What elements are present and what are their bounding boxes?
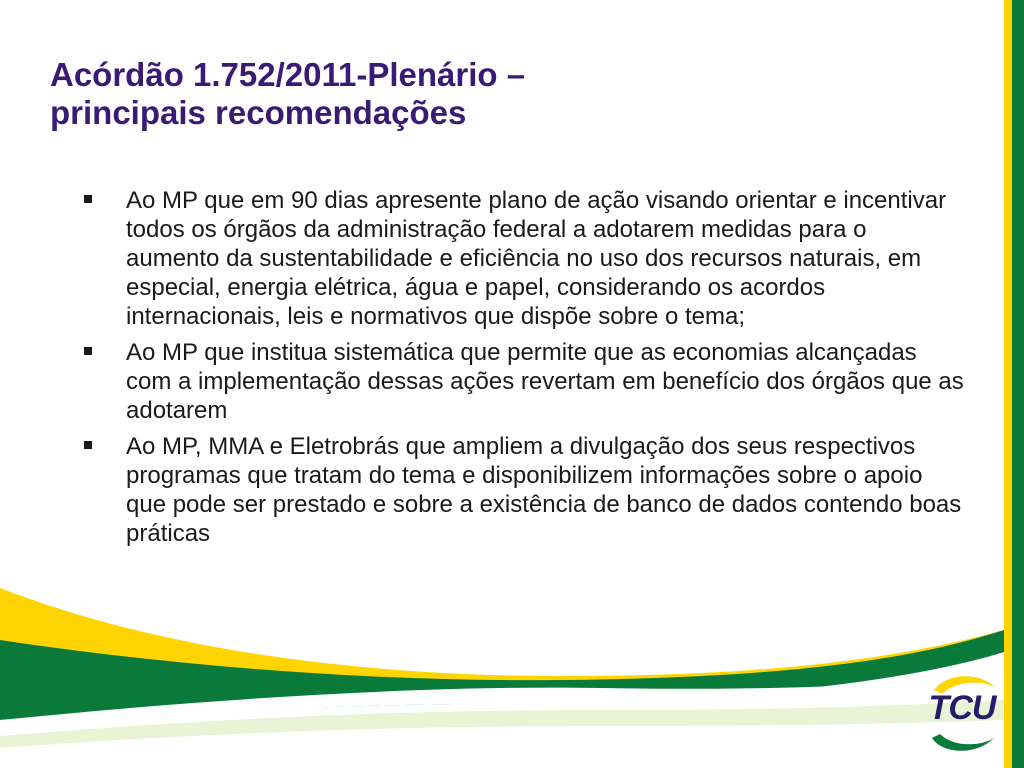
bullet-item-1	[84, 186, 964, 331]
tcu-logo	[912, 668, 1012, 758]
tcu-logo-text: TCU	[928, 689, 996, 727]
bottom-decorative-bands	[0, 560, 1024, 768]
slide-title-line-2: principais recomendações	[50, 94, 467, 131]
bullet-text-1: Ao MP que em 90 dias apresente plano de ação visando orientar e incentivar todos os órgãos da administração federal a adotarem medidas para o aumento da sustentabilidade e eficiência no uso dos recursos naturais, em especial, energia elétrica, água e papel, considerando os acordos internacionais, leis e normativos que dispõe sobre o tema;	[126, 187, 947, 330]
slide-title	[50, 56, 950, 132]
bullet-list	[84, 186, 964, 555]
square-bullet-icon	[84, 347, 92, 355]
bullet-item-3	[84, 432, 964, 548]
slide-title-line-1: Acórdão 1.752/2011-Plenário –	[50, 56, 526, 93]
square-bullet-icon	[84, 441, 92, 449]
bullet-text-3: Ao MP, MMA e Eletrobrás que ampliem a divulgação dos seus respectivos programas que tratam do tema e disponibilizem informações sobre o apoio que pode ser prestado e sobre a existência de banco de dados contendo boas práticas	[126, 433, 962, 547]
square-bullet-icon	[84, 195, 92, 203]
bullet-text-2: Ao MP que institua sistemática que permite que as economias alcançadas com a implementação dessas ações revertam em benefício dos órgãos que as adotarem	[126, 339, 964, 424]
bullet-item-2	[84, 338, 964, 425]
